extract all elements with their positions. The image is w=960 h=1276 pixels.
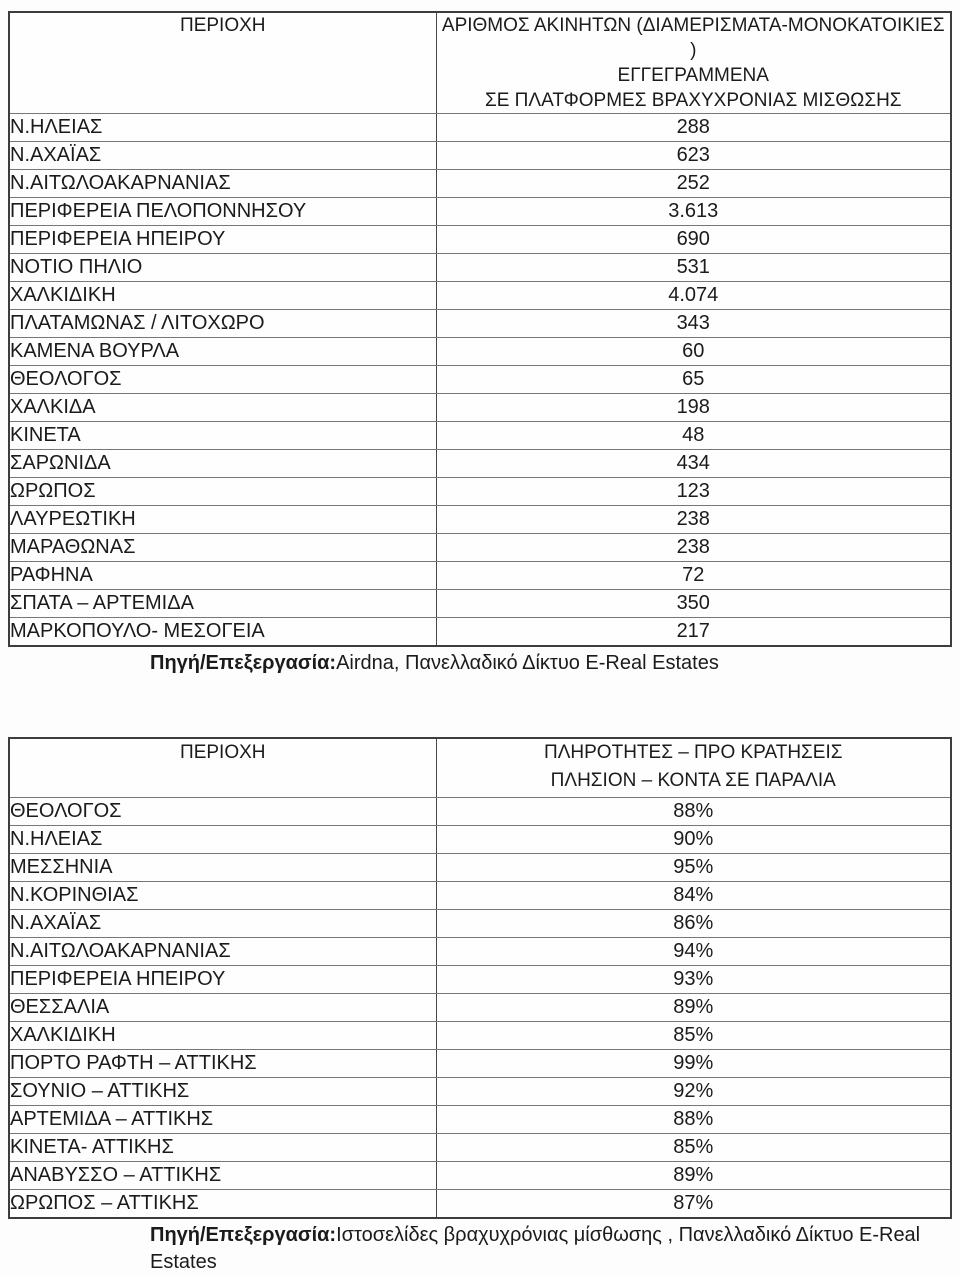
header-line-2: ΠΛΗΣΙΟΝ – ΚΟΝΤΑ ΣΕ ΠΑΡΑΛΙΑ <box>550 770 836 791</box>
region-cell: Ν.ΗΛΕΙΑΣ <box>9 114 436 142</box>
value-cell: 65 <box>436 366 951 394</box>
value-cell: 90% <box>436 826 951 854</box>
region-cell: ΚΙΝΕΤΑ <box>9 422 436 450</box>
header-line-1: ΑΡΙΘΜΟΣ ΑΚΙΝΗΤΩΝ (ΔΙΑΜΕΡΙΣΜΑΤΑ-ΜΟΝΟΚΑΤΟΙΚΙΕΣ ) <box>441 15 945 61</box>
region-cell: Ν.ΑΙΤΩΛΟΑΚΑΡΝΑΝΙΑΣ <box>9 170 436 198</box>
region-cell: ΠΕΡΙΦΕΡΕΙΑ ΗΠΕΙΡΟΥ <box>9 966 436 994</box>
table-row <box>9 798 951 826</box>
region-cell: ΠΕΡΙΦΕΡΕΙΑ ΠΕΛΟΠΟΝΝΗΣΟΥ <box>9 198 436 226</box>
table-row <box>9 478 951 506</box>
table1-body <box>9 114 951 647</box>
table-row <box>9 450 951 478</box>
region-cell: Ν.ΑΧΑΪΑΣ <box>9 910 436 938</box>
table-row <box>9 1134 951 1162</box>
region-cell: ΧΑΛΚΙΔΑ <box>9 394 436 422</box>
value-cell: 85% <box>436 1022 951 1050</box>
value-cell: 89% <box>436 994 951 1022</box>
region-cell: ΘΕΣΣΑΛΙΑ <box>9 994 436 1022</box>
region-cell: ΑΝΑΒΥΣΣΟ – ΑΤΤΙΚΗΣ <box>9 1162 436 1190</box>
region-cell: ΘΕΟΛΟΓΟΣ <box>9 366 436 394</box>
value-cell: 85% <box>436 1134 951 1162</box>
value-cell: 198 <box>436 394 951 422</box>
value-cell: 88% <box>436 798 951 826</box>
region-cell: ΧΑΛΚΙΔΙΚΗ <box>9 1022 436 1050</box>
short-term-rental-properties-table <box>8 11 952 647</box>
value-cell: 84% <box>436 882 951 910</box>
occupancy-pre-bookings-table <box>8 737 952 1219</box>
region-cell: ΠΟΡΤΟ ΡΑΦΤΗ – ΑΤΤΙΚΗΣ <box>9 1050 436 1078</box>
table-row <box>9 938 951 966</box>
value-cell: 434 <box>436 450 951 478</box>
table-row <box>9 310 951 338</box>
region-cell: ΚΙΝΕΤΑ- ΑΤΤΙΚΗΣ <box>9 1134 436 1162</box>
value-cell: 238 <box>436 534 951 562</box>
table-row <box>9 1106 951 1134</box>
value-cell: 48 <box>436 422 951 450</box>
table-row <box>9 1078 951 1106</box>
region-cell: ΩΡΩΠΟΣ – ΑΤΤΙΚΗΣ <box>9 1190 436 1219</box>
region-cell: Ν.ΚΟΡΙΝΘΙΑΣ <box>9 882 436 910</box>
region-cell: ΧΑΛΚΙΔΙΚΗ <box>9 282 436 310</box>
table-row <box>9 198 951 226</box>
region-column-header: ΠΕΡΙΟΧΗ <box>9 12 436 114</box>
table-row <box>9 226 951 254</box>
table-row <box>9 618 951 647</box>
table-header-row <box>9 12 951 114</box>
region-cell: ΘΕΟΛΟΓΟΣ <box>9 798 436 826</box>
region-cell: ΜΑΡΚΟΠΟΥΛΟ- ΜΕΣΟΓΕΙΑ <box>9 618 436 647</box>
header-line-3: ΣΕ ΠΛΑΤΦΟΡΜΕΣ ΒΡΑΧΥΧΡΟΝΙΑΣ ΜΙΣΘΩΣΗΣ <box>484 90 902 111</box>
value-cell: 3.613 <box>436 198 951 226</box>
value-cell: 690 <box>436 226 951 254</box>
region-cell: ΠΕΡΙΦΕΡΕΙΑ ΗΠΕΙΡΟΥ <box>9 226 436 254</box>
table-row <box>9 422 951 450</box>
value-cell: 95% <box>436 854 951 882</box>
value-cell: 238 <box>436 506 951 534</box>
value-cell: 94% <box>436 938 951 966</box>
table-row <box>9 282 951 310</box>
table-row <box>9 254 951 282</box>
value-cell: 252 <box>436 170 951 198</box>
table-row <box>9 882 951 910</box>
region-cell: ΑΡΤΕΜΙΔΑ – ΑΤΤΙΚΗΣ <box>9 1106 436 1134</box>
properties-count-column-header <box>436 12 951 114</box>
region-column-header: ΠΕΡΙΟΧΗ <box>9 738 436 798</box>
source-label: Πηγή/Επεξεργασία: <box>150 652 337 674</box>
table-row <box>9 1022 951 1050</box>
occupancy-column-header <box>436 738 951 798</box>
table1-source-caption <box>150 650 942 677</box>
table-row <box>9 338 951 366</box>
table-row <box>9 994 951 1022</box>
region-cell: ΡΑΦΗΝΑ <box>9 562 436 590</box>
value-cell: 72 <box>436 562 951 590</box>
region-cell: Ν.ΑΙΤΩΛΟΑΚΑΡΝΑΝΙΑΣ <box>9 938 436 966</box>
value-cell: 87% <box>436 1190 951 1219</box>
value-cell: 99% <box>436 1050 951 1078</box>
table-row <box>9 1050 951 1078</box>
value-cell: 60 <box>436 338 951 366</box>
table-row <box>9 506 951 534</box>
table-row <box>9 1162 951 1190</box>
source-text: Airdna, Πανελλαδικό Δίκτυο E-Real Estates <box>336 652 719 674</box>
region-cell: ΣΠΑΤΑ – ΑΡΤΕΜΙΔΑ <box>9 590 436 618</box>
value-cell: 623 <box>436 142 951 170</box>
value-cell: 531 <box>436 254 951 282</box>
value-cell: 86% <box>436 910 951 938</box>
value-cell: 350 <box>436 590 951 618</box>
region-cell: Ν.ΑΧΑΪΑΣ <box>9 142 436 170</box>
value-cell: 93% <box>436 966 951 994</box>
page <box>0 11 960 1273</box>
table-row <box>9 170 951 198</box>
table-row <box>9 394 951 422</box>
header-line-2: ΕΓΓΕΓΡΑΜΜΕΝΑ <box>617 65 769 86</box>
table-row <box>9 142 951 170</box>
region-cell: Ν.ΗΛΕΙΑΣ <box>9 826 436 854</box>
value-cell: 123 <box>436 478 951 506</box>
value-cell: 88% <box>436 1106 951 1134</box>
region-cell: ΛΑΥΡΕΩΤΙΚΗ <box>9 506 436 534</box>
table-row <box>9 366 951 394</box>
source-label: Πηγή/Επεξεργασία: <box>150 1224 337 1246</box>
table-row <box>9 910 951 938</box>
source-text: Ιστοσελίδες βραχυχρόνιας μίσθωσης , Πανελλαδικό Δίκτυο E-Real Estates <box>150 1224 921 1273</box>
table-header-row <box>9 738 951 798</box>
table-row <box>9 534 951 562</box>
table-row <box>9 114 951 142</box>
value-cell: 343 <box>436 310 951 338</box>
table-row <box>9 1190 951 1219</box>
table2-source-caption <box>150 1222 942 1276</box>
table-row <box>9 854 951 882</box>
table-row <box>9 562 951 590</box>
table-row <box>9 826 951 854</box>
region-cell: ΣΑΡΩΝΙΔΑ <box>9 450 436 478</box>
value-cell: 92% <box>436 1078 951 1106</box>
value-cell: 89% <box>436 1162 951 1190</box>
region-cell: ΜΑΡΑΘΩΝΑΣ <box>9 534 436 562</box>
value-cell: 217 <box>436 618 951 647</box>
header-line-1: ΠΛΗΡΟΤΗΤΕΣ – ΠΡΟ ΚΡΑΤΗΣΕΙΣ <box>544 742 843 763</box>
region-cell: ΜΕΣΣΗΝΙΑ <box>9 854 436 882</box>
region-cell: ΠΛΑΤΑΜΩΝΑΣ / ΛΙΤΟΧΩΡΟ <box>9 310 436 338</box>
region-cell: ΚΑΜΕΝΑ ΒΟΥΡΛΑ <box>9 338 436 366</box>
region-cell: ΩΡΩΠΟΣ <box>9 478 436 506</box>
region-cell: ΝΟΤΙΟ ΠΗΛΙΟ <box>9 254 436 282</box>
table-row <box>9 590 951 618</box>
value-cell: 4.074 <box>436 282 951 310</box>
value-cell: 288 <box>436 114 951 142</box>
table2-body <box>9 798 951 1219</box>
region-cell: ΣΟΥΝΙΟ – ΑΤΤΙΚΗΣ <box>9 1078 436 1106</box>
table-row <box>9 966 951 994</box>
